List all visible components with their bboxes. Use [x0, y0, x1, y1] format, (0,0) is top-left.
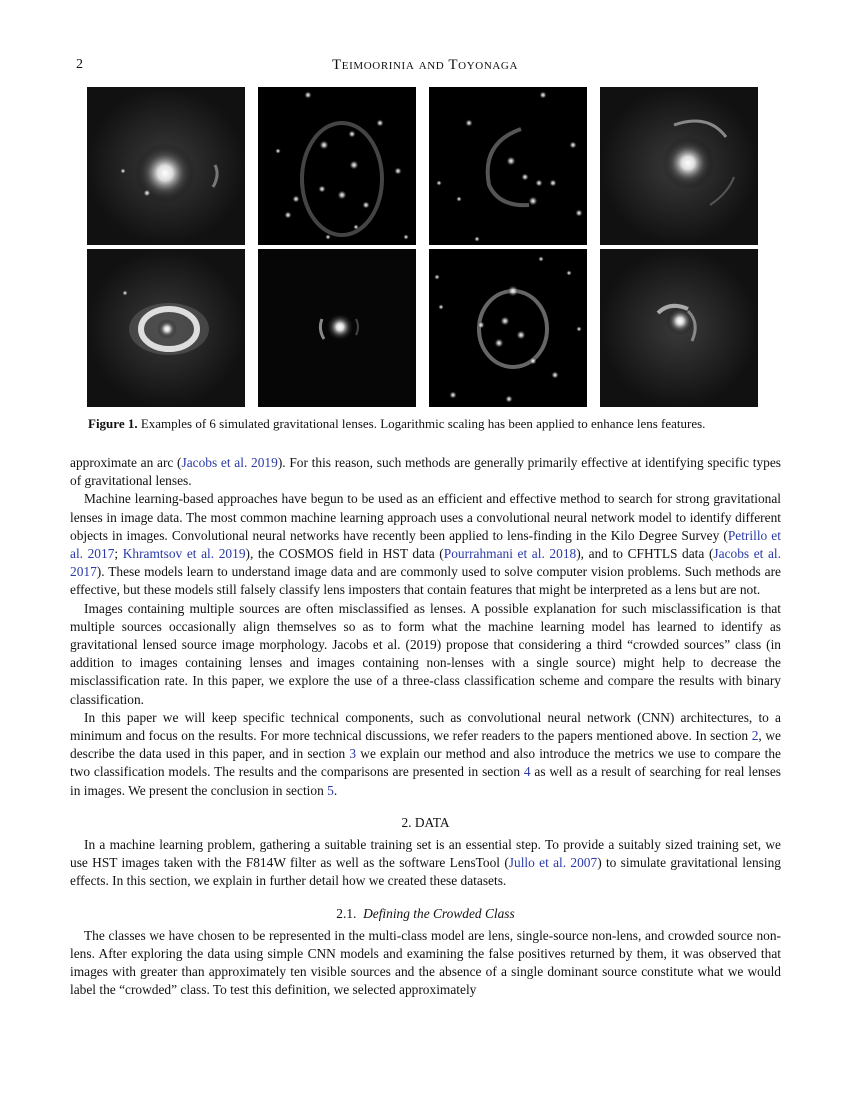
- lens-panel-1: [87, 87, 245, 245]
- lens-image-1: [87, 87, 245, 245]
- citation-link[interactable]: Khramtsov et al. 2019: [122, 546, 246, 562]
- lens-image-6: [258, 249, 416, 407]
- lens-panel-5: [87, 249, 245, 407]
- figure-caption: [88, 416, 768, 432]
- page-number: 2: [76, 57, 83, 72]
- lens-image-4: [600, 87, 758, 245]
- citation-link[interactable]: 4: [523, 764, 531, 780]
- lens-image-3: [429, 87, 587, 245]
- lens-panel-6: [258, 249, 416, 407]
- paragraph-text: .: [333, 782, 338, 798]
- citation-link[interactable]: 2: [751, 728, 759, 744]
- paragraph-text: ), and to CFHTLS data (: [576, 546, 714, 562]
- citation-link[interactable]: 5: [327, 782, 334, 798]
- paragraph: [70, 927, 781, 1000]
- figure-1-grid: [87, 87, 759, 407]
- caption-label: Figure 1.: [88, 416, 138, 431]
- paragraph-text: ) to simulate gravitational lensing effects. In this section, we explain in further detail how we created these datasets.: [70, 855, 781, 889]
- paragraph-text: Machine learning-based approaches have begun to be used as an efficient and effective method to search for strong gravitational lenses in image data. The most common machine learning approach uses a convolutional neural network model to identify different objects in images. Convolutional neural networks have recently been applied to lens-finding in the Kilo Degree Survey (: [70, 491, 781, 543]
- lens-panel-7: [429, 249, 587, 407]
- paragraph-text: ). For this reason, such methods are generally primarily effective at identifying specific types of gravitational lenses.: [70, 455, 781, 489]
- paragraph-text: In a machine learning problem, gathering a suitable training set is an essential step. To provide a suitably sized training set, we use HST images taken with the F814W filter as well as the software LensTool (: [70, 837, 781, 871]
- page-header: [70, 57, 780, 79]
- lens-panel-8: [600, 249, 758, 407]
- lens-image-7: [429, 249, 587, 407]
- citation-link[interactable]: Jacobs et al. 2017: [70, 546, 782, 580]
- paragraph: [70, 490, 781, 599]
- paragraph-text: Images containing multiple sources are often misclassified as lenses. A possible explanation for such misclassification is that multiple sources occasionally align themselves so as to form what the machine learning model has learned to identify as gravitational lensed source image morphology. Jacobs et al. (2019) propose that considering a third “crowded sources” class (in addition to images containing lenses and images containing non-lenses with a single source) might help to decrease the misclassification rate. In this paper, we explore the use of a three-class classification scheme and compare the results with binary classification.: [70, 600, 781, 707]
- paragraph-text: ;: [114, 546, 123, 562]
- caption-text: Examples of 6 simulated gravitational lenses. Logarithmic scaling has been applied to enhance lens features.: [137, 416, 706, 431]
- citation-link[interactable]: Jullo et al. 2007: [508, 855, 598, 871]
- section-heading: 2. DATA: [401, 814, 450, 830]
- paragraph-text: approximate an arc (: [70, 455, 182, 470]
- citation-link[interactable]: Jacobs et al. 2019: [181, 455, 278, 470]
- citation-link[interactable]: Petrillo et al. 2017: [70, 527, 781, 562]
- paragraph: [70, 600, 781, 709]
- lens-panel-2: [258, 87, 416, 245]
- subsection-heading: [70, 905, 781, 923]
- paragraph: [70, 709, 781, 800]
- running-title: Teimoorinia and Toyonaga: [332, 57, 518, 73]
- subsection-title: Defining the Crowded Class: [363, 905, 515, 921]
- lens-image-5: [87, 249, 245, 407]
- paragraph-text: as well as a result of searching for real lenses in images. We present the conclusion in section: [70, 764, 781, 798]
- citation-link[interactable]: Pourrahmani et al. 2018: [443, 546, 577, 562]
- lens-image-2: [258, 87, 416, 245]
- paragraph-text: ), the COSMOS field in HST data (: [245, 546, 444, 562]
- paragraph-text: we explain our method and also introduce the metrics we use to compare the two classification models. The results and the comparisons are presented in section: [70, 746, 781, 780]
- lens-image-8: [600, 249, 758, 407]
- lens-panel-3: [429, 87, 587, 245]
- citation-link[interactable]: 3: [349, 746, 357, 762]
- body-text: [70, 454, 781, 1000]
- paragraph-text: , we describe the data used in this paper, and in section: [70, 728, 781, 762]
- paragraph-text: In this paper we will keep specific technical components, such as convolutional neural network (CNN) architectures, to a minimum and focus on the results. For more technical discussions, we refer readers to the papers mentioned above. In section: [70, 709, 781, 744]
- paragraph: [70, 836, 781, 891]
- paragraph: [70, 454, 781, 490]
- lens-panel-4: [600, 87, 758, 245]
- subsection-number: 2.1.: [336, 905, 357, 921]
- paragraph-text: ). These models learn to understand image data and are commonly used to solve computer vision problems. Such methods are effective, but these models still falsely classify lens imposters that contain features that might be interpreted as a lens but are not.: [70, 564, 781, 598]
- paragraph-text: The classes we have chosen to be represented in the multi-class model are lens, single-source non-lens, and crowded source non-lens. After exploring the data using simple CNN models and examining the false positives returned by them, it was observed that images with greater than approximately ten visible sources and the absence of a single dominant source constitute what we would label the “crowded” class. To test this definition, we selected approximately: [70, 927, 781, 998]
